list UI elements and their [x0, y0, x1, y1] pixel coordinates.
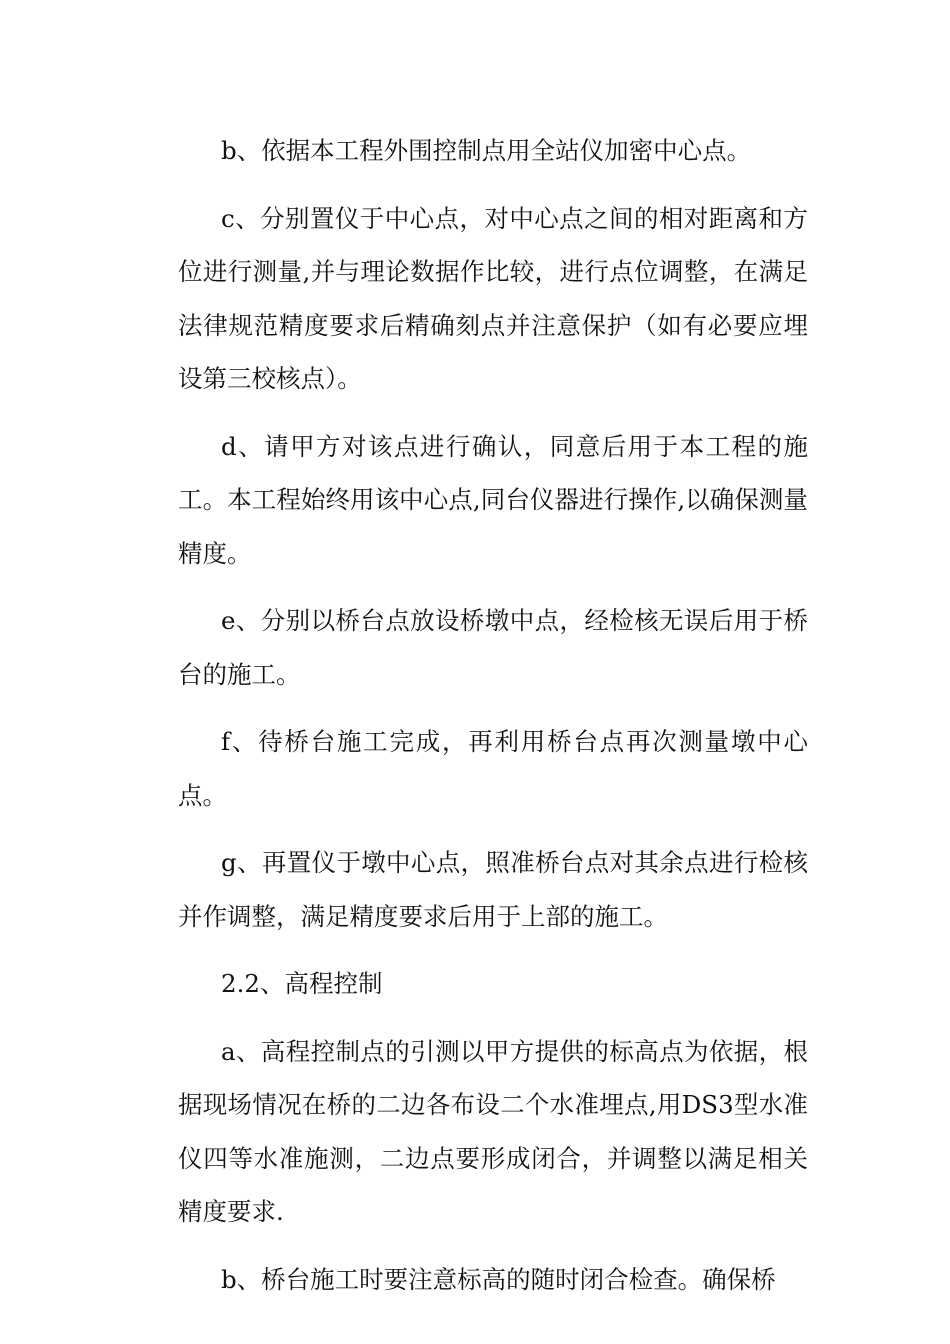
- paragraph-g-check: g、再置仪于墩中心点，照准桥台点对其余点进行检核并作调整，满足精度要求后用于上部的施工。: [178, 848, 808, 931]
- section-heading-elevation-control: 2.2、高程控制: [221, 969, 383, 998]
- paragraph-d-confirmation: d、请甲方对该点进行确认，同意后用于本工程的施工。本工程始终用该中心点,同台仪器进行操作,以确保测量精度。: [178, 431, 808, 568]
- paragraph-b-elevation-check: b、桥台施工时要注意标高的随时闭合检查。确保桥: [221, 1264, 776, 1294]
- paragraph-f-remeasure: f、待桥台施工完成，再利用桥台点再次测量墩中心点。: [178, 727, 808, 810]
- paragraph-b-control-points: b、依据本工程外围控制点用全站仪加密中心点。: [221, 136, 752, 165]
- paragraph-e-pier-center: e、分别以桥台点放设桥墩中点，经检核无误后用于桥台的施工。: [178, 606, 808, 689]
- document-page: [178, 124, 808, 1320]
- paragraph-a-elevation: a、高程控制点的引测以甲方提供的标高点为依据，根据现场情况在桥的二边各布设二个水准埋点,用DS3型水准仪四等水准施测，二边点要形成闭合，并调整以满足相关精度要求.: [178, 1036, 808, 1226]
- paragraph-c-measurement: c、分别置仪于中心点，对中心点之间的相对距离和方位进行测量,并与理论数据作比较，进行点位调整，在满足法律规范精度要求后精确刻点并注意保护（如有必要应埋设第三校核点）。: [178, 203, 808, 393]
